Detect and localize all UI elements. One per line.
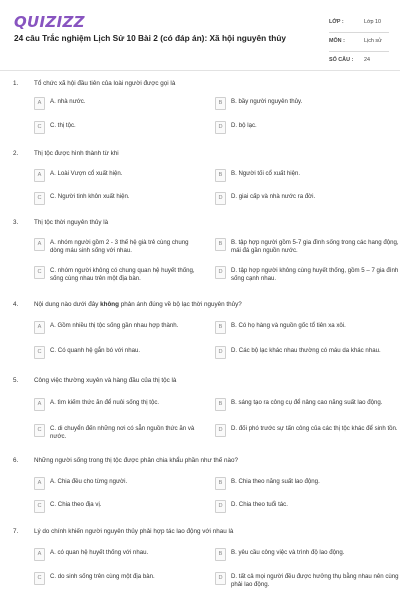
option-letter-box: D: [215, 121, 226, 134]
option-letter-box: B: [215, 321, 226, 334]
option-text: B. sáng tạo ra công cụ để nâng cao năng suất lao động.: [231, 399, 383, 406]
option-text: D. Chia theo tuổi tác.: [231, 501, 288, 508]
option-text: C. thị tộc.: [50, 122, 76, 129]
question-text-pre: Nội dung nào dưới đây: [34, 301, 101, 308]
worksheet-meta: [329, 14, 389, 71]
question-text: Thị tộc thời nguyên thủy là: [34, 219, 109, 226]
option-text: D. đối phó trước sự tấn công của các thị tộc khác để sinh tồn.: [231, 425, 398, 432]
option-text: A. Loài Vượn cổ xuất hiện.: [50, 170, 123, 177]
option-text: D. tất cả mọi người đều được hưởng thụ bằng nhau nên cùng phải lao động.: [231, 573, 399, 588]
option-text: A. nhà nước.: [50, 98, 86, 105]
option-letter-box: C: [34, 121, 45, 134]
worksheet-title: 24 câu Trắc nghiệm Lịch Sử 10 Bài 2 (có đáp án): Xã hội nguyên thủy: [14, 33, 287, 43]
option-letter-box: B: [215, 398, 226, 411]
question-text: Tổ chức xã hội đầu tiên của loài người được gọi là: [34, 80, 176, 87]
option-letter-box: A: [34, 548, 45, 561]
option-text: C. nhóm người không có chung quan hệ huyết thống, sống cùng nhau trên một địa bàn.: [50, 267, 195, 282]
option-letter-box: B: [215, 169, 226, 182]
option-text: D. tập hợp người không cùng huyết thống, gồm 5 – 7 gia đình sống cạnh nhau.: [231, 267, 399, 282]
question-text: Công việc thường xuyên và hàng đầu của thị tộc là: [34, 377, 177, 384]
option-text: D. Các bộ lạc khác nhau thường có máu da khác nhau.: [231, 347, 381, 354]
meta-row-class: [329, 14, 389, 33]
option-text: C. di chuyển đến những nơi có sẵn nguồn thức ăn và nước.: [50, 425, 195, 440]
option-letter-box: B: [215, 238, 226, 251]
meta-label-count: SỐ CÂU :: [329, 57, 354, 63]
option-letter-box: D: [215, 346, 226, 359]
option-letter-box: C: [34, 500, 45, 513]
option-text: C. Chia theo địa vị.: [50, 501, 102, 508]
option-letter-box: C: [34, 424, 45, 437]
option-text: D. bộ lạc.: [231, 122, 257, 129]
option-letter-box: C: [34, 572, 45, 585]
option-letter-box: A: [34, 169, 45, 182]
question-number: 6.: [13, 457, 19, 464]
question-number: 1.: [13, 80, 19, 87]
option-text: B. Người tối cổ xuất hiện.: [231, 170, 301, 177]
worksheet-header: [0, 0, 400, 68]
option-text: D. giai cấp và nhà nước ra đời.: [231, 193, 316, 200]
option-text: C. Người tinh khôn xuất hiện.: [50, 193, 130, 200]
option-text: A. Gồm nhiều thị tộc sống gần nhau hợp thành.: [50, 322, 179, 329]
option-letter-box: A: [34, 398, 45, 411]
option-letter-box: B: [215, 477, 226, 490]
option-letter-box: A: [34, 321, 45, 334]
option-text: C. do sinh sống trên cùng một địa bàn.: [50, 573, 155, 580]
option-letter-box: D: [215, 500, 226, 513]
option-text: B. bầy người nguyên thủy.: [231, 98, 303, 105]
option-letter-box: C: [34, 192, 45, 205]
option-text: B. Có họ hàng và nguồn gốc tổ tiên xa xôi.: [231, 322, 346, 329]
option-text: B. tập hợp người gồm 5-7 gia đình sống trong các hang động, mái đá gần nguồn nước.: [231, 239, 399, 254]
option-letter-box: A: [34, 97, 45, 110]
option-letter-box: D: [215, 266, 226, 279]
option-text: B. Chia theo năng suất lao động.: [231, 478, 320, 485]
option-text: A. nhóm người gồm 2 - 3 thế hệ già trẻ cùng chung dòng máu sinh sống với nhau.: [50, 239, 189, 254]
question-number: 4.: [13, 301, 19, 308]
meta-row-count: [329, 52, 389, 71]
option-text: A. có quan hệ huyết thống với nhau.: [50, 549, 149, 556]
meta-value-count: 24: [364, 57, 370, 63]
question-text-emphasis: không: [100, 301, 119, 308]
option-letter-box: C: [34, 266, 45, 279]
option-text: A. tìm kiếm thức ăn để nuôi sống thị tộc.: [50, 399, 160, 406]
meta-value-class: Lớp 10: [364, 19, 382, 25]
question-number: 3.: [13, 219, 19, 226]
meta-row-subject: [329, 33, 389, 52]
question-text: Thị tộc được hình thành từ khi: [34, 150, 119, 157]
option-letter-box: D: [215, 424, 226, 437]
option-letter-box: C: [34, 346, 45, 359]
meta-value-subject: Lịch sử: [364, 38, 382, 44]
question-number: 2.: [13, 150, 19, 157]
option-text: B. yêu cầu công việc và trình độ lao động.: [231, 549, 345, 556]
header-divider: [0, 70, 400, 71]
question-text: Lý do chính khiến người nguyên thủy phải hợp tác lao động với nhau là: [34, 528, 234, 535]
option-letter-box: D: [215, 572, 226, 585]
question-number: 7.: [13, 528, 19, 535]
meta-label-subject: MÔN :: [329, 38, 345, 44]
question-text: [34, 301, 374, 309]
option-letter-box: A: [34, 477, 45, 490]
question-text: Những người sống trong thị tộc được phân chia khẩu phần như thế nào?: [34, 457, 239, 464]
option-letter-box: A: [34, 238, 45, 251]
question-number: 5.: [13, 377, 19, 384]
quizizz-logo: QUIZIZZ: [14, 13, 85, 31]
option-letter-box: B: [215, 97, 226, 110]
question-text-post: phản ánh đúng về bộ lạc thời nguyên thủy?: [119, 301, 242, 308]
option-text: A. Chia đều cho từng người.: [50, 478, 128, 485]
option-text: C. Có quanh hệ gắn bó với nhau.: [50, 347, 141, 354]
option-letter-box: D: [215, 192, 226, 205]
option-letter-box: B: [215, 548, 226, 561]
meta-label-class: LỚP :: [329, 19, 344, 25]
